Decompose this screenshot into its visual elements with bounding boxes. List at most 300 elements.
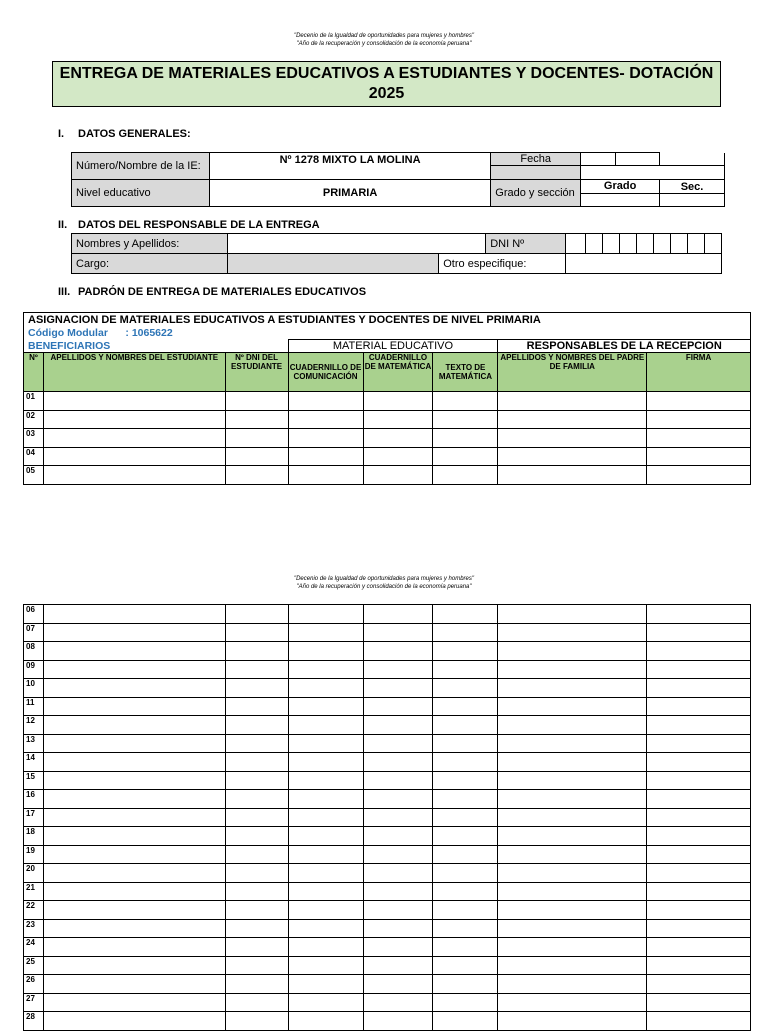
cuadernillo-matematica-cell[interactable] [363,938,433,957]
ie-label: Número/Nombre de la IE: [72,153,210,180]
responsible-table [71,233,722,274]
dni-cell[interactable] [225,864,288,883]
padre-cell[interactable] [498,771,647,790]
firma-cell[interactable] [647,605,751,624]
apellidos-cell[interactable] [43,808,225,827]
row-number: 16 [24,790,44,809]
cuadernillo-matematica-cell[interactable] [363,697,433,716]
row-number: 18 [24,827,44,846]
dni-cell[interactable] [225,447,288,466]
cuadernillo-matematica-cell[interactable] [363,882,433,901]
cuadernillo-matematica-cell[interactable] [363,410,433,429]
table-row [24,410,751,429]
cuadernillo-comunicacion-cell[interactable] [288,827,363,846]
table-row [24,753,751,772]
padre-cell[interactable] [498,808,647,827]
apellidos-cell[interactable] [43,1012,225,1031]
dni-label: DNI Nº [486,234,566,254]
apellidos-cell[interactable] [43,956,225,975]
row-spacer [581,166,725,180]
col-header-padre: APELLIDOS Y NOMBRES DEL PADRE DE FAMILIA [498,353,647,392]
cuadernillo-comunicacion-cell[interactable] [288,864,363,883]
texto-matematica-cell[interactable] [433,864,498,883]
cuadernillo-comunicacion-cell[interactable] [288,697,363,716]
firma-cell[interactable] [647,864,751,883]
responsables-label: RESPONSABLES DE LA RECEPCION [498,340,751,353]
cuadernillo-matematica-cell[interactable] [363,429,433,448]
padre-cell[interactable] [498,623,647,642]
otro-value[interactable] [566,254,722,274]
dni-cell[interactable] [225,716,288,735]
section-2-number: II. [58,219,68,231]
cuadernillo-matematica-cell[interactable] [363,901,433,920]
row-number: 28 [24,1012,44,1031]
nombres-value[interactable] [227,234,485,254]
cuadernillo-comunicacion-cell[interactable] [288,716,363,735]
padre-cell[interactable] [498,993,647,1012]
texto-matematica-cell[interactable] [433,993,498,1012]
dni-cell[interactable] [225,771,288,790]
texto-matematica-cell[interactable] [433,410,498,429]
cuadernillo-comunicacion-cell[interactable] [288,605,363,624]
cuadernillo-comunicacion-cell[interactable] [288,753,363,772]
dni-cell[interactable] [225,697,288,716]
texto-matematica-cell[interactable] [433,642,498,661]
apellidos-cell[interactable] [43,771,225,790]
firma-cell[interactable] [647,410,751,429]
col-header-texto-matematica: TEXTO DE MATEMÁTICA [433,353,498,392]
padre-cell[interactable] [498,882,647,901]
firma-cell[interactable] [647,716,751,735]
cuadernillo-comunicacion-cell[interactable] [288,466,363,485]
texto-matematica-cell[interactable] [433,1012,498,1031]
padre-cell[interactable] [498,753,647,772]
dni-cell[interactable] [225,623,288,642]
table-row [24,845,751,864]
padre-cell[interactable] [498,429,647,448]
fecha-label: Fecha [491,153,581,166]
apellidos-cell[interactable] [43,447,225,466]
row-number: 12 [24,716,44,735]
apellidos-cell[interactable] [43,845,225,864]
dni-digit[interactable] [704,234,721,254]
row-number: 04 [24,447,44,466]
col-header-apellidos: APELLIDOS Y NOMBRES DEL ESTUDIANTE [43,353,225,392]
dni-cell[interactable] [225,919,288,938]
apellidos-cell[interactable] [43,827,225,846]
cuadernillo-matematica-cell[interactable] [363,827,433,846]
padre-cell[interactable] [498,660,647,679]
cuadernillo-matematica-cell[interactable] [363,808,433,827]
apellidos-cell[interactable] [43,429,225,448]
padre-cell[interactable] [498,697,647,716]
sec-value-cell[interactable] [660,194,725,207]
dni-cell[interactable] [225,975,288,994]
material-educativo-label: MATERIAL EDUCATIVO [288,340,498,353]
texto-matematica-cell[interactable] [433,753,498,772]
dni-cell[interactable] [225,956,288,975]
table-row [24,716,751,735]
table-row [24,734,751,753]
padre-cell[interactable] [498,410,647,429]
apellidos-cell[interactable] [43,882,225,901]
cuadernillo-matematica-cell[interactable] [363,993,433,1012]
cuadernillo-matematica-cell[interactable] [363,642,433,661]
dni-cell[interactable] [225,1012,288,1031]
section-3-number: III. [58,286,71,298]
table-row [24,901,751,920]
general-data-table [71,152,725,207]
table-row [24,605,751,624]
dni-cell[interactable] [225,660,288,679]
dni-cell[interactable] [225,901,288,920]
firma-cell[interactable] [647,808,751,827]
dni-digit[interactable] [620,234,637,254]
cuadernillo-matematica-cell[interactable] [363,716,433,735]
motto-2: "Año de la recuperación y consolidación de la economía peruana" [296,41,472,47]
cuadernillo-comunicacion-cell[interactable] [288,1012,363,1031]
dni-cell[interactable] [225,938,288,957]
apellidos-cell[interactable] [43,660,225,679]
texto-matematica-cell[interactable] [433,734,498,753]
cuadernillo-comunicacion-cell[interactable] [288,975,363,994]
dni-cell[interactable] [225,993,288,1012]
table-row [24,956,751,975]
firma-cell[interactable] [647,790,751,809]
row-number: 27 [24,993,44,1012]
table-row [24,993,751,1012]
firma-cell[interactable] [647,938,751,957]
cuadernillo-comunicacion-cell[interactable] [288,901,363,920]
table-row [24,919,751,938]
texto-matematica-cell[interactable] [433,447,498,466]
apellidos-cell[interactable] [43,864,225,883]
firma-cell[interactable] [647,753,751,772]
dni-cell[interactable] [225,753,288,772]
firma-cell[interactable] [647,642,751,661]
dni-cell[interactable] [225,429,288,448]
apellidos-cell[interactable] [43,642,225,661]
firma-cell[interactable] [647,901,751,920]
cuadernillo-matematica-cell[interactable] [363,447,433,466]
padre-cell[interactable] [498,605,647,624]
table-row [24,771,751,790]
cuadernillo-comunicacion-cell[interactable] [288,808,363,827]
cuadernillo-comunicacion-cell[interactable] [288,956,363,975]
table-row [24,660,751,679]
cuadernillo-comunicacion-cell[interactable] [288,919,363,938]
padre-cell[interactable] [498,901,647,920]
cuadernillo-matematica-cell[interactable] [363,771,433,790]
cargo-value[interactable] [227,254,439,274]
firma-cell[interactable] [647,882,751,901]
dni-cell[interactable] [225,827,288,846]
texto-matematica-cell[interactable] [433,827,498,846]
firma-cell[interactable] [647,956,751,975]
row-number: 22 [24,901,44,920]
row-number: 02 [24,410,44,429]
row-number: 05 [24,466,44,485]
section-1-title: DATOS GENERALES: [78,128,191,140]
cuadernillo-matematica-cell[interactable] [363,605,433,624]
fecha-day-cell[interactable] [581,153,616,166]
cuadernillo-comunicacion-cell[interactable] [288,447,363,466]
texto-matematica-cell[interactable] [433,956,498,975]
apellidos-cell[interactable] [43,790,225,809]
firma-cell[interactable] [647,679,751,698]
grado-value-cell[interactable] [581,194,660,207]
dni-cell[interactable] [225,392,288,411]
nivel-value[interactable]: PRIMARIA [209,180,490,207]
fecha-year-cell[interactable] [660,153,725,166]
padre-cell[interactable] [498,447,647,466]
row-number: 11 [24,697,44,716]
dni-cell[interactable] [225,642,288,661]
padre-cell[interactable] [498,975,647,994]
apellidos-cell[interactable] [43,605,225,624]
cuadernillo-comunicacion-cell[interactable] [288,679,363,698]
apellidos-cell[interactable] [43,697,225,716]
firma-cell[interactable] [647,447,751,466]
padre-cell[interactable] [498,392,647,411]
cuadernillo-comunicacion-cell[interactable] [288,642,363,661]
cuadernillo-comunicacion-cell[interactable] [288,993,363,1012]
cuadernillo-matematica-cell[interactable] [363,1012,433,1031]
col-header-dni: Nº DNI DEL ESTUDIANTE [225,353,288,392]
dni-cell[interactable] [225,410,288,429]
row-number: 25 [24,956,44,975]
table-row [24,1012,751,1031]
table-row [24,827,751,846]
row-number: 23 [24,919,44,938]
table-row [24,975,751,994]
row-number: 21 [24,882,44,901]
section-1-number: I. [58,128,65,140]
firma-cell[interactable] [647,623,751,642]
section-2-title: DATOS DEL RESPONSABLE DE LA ENTREGA [78,219,320,231]
row-number: 20 [24,864,44,883]
table-row [24,808,751,827]
row-number: 03 [24,429,44,448]
cuadernillo-matematica-cell[interactable] [363,679,433,698]
motto-1-page-2: "Decenio de la Igualdad de oportunidades para mujeres y hombres" [293,576,475,582]
row-number: 13 [24,734,44,753]
table-row [24,392,751,411]
padron-table-page-2 [23,604,751,1031]
col-header-cuadernillo-matematica: CUADERNILLO DE MATEMÁTICA [363,353,433,392]
padre-cell[interactable] [498,938,647,957]
padre-cell[interactable] [498,790,647,809]
texto-matematica-cell[interactable] [433,771,498,790]
cuadernillo-matematica-cell[interactable] [363,845,433,864]
cuadernillo-comunicacion-cell[interactable] [288,790,363,809]
dni-cell[interactable] [225,466,288,485]
firma-cell[interactable] [647,466,751,485]
texto-matematica-cell[interactable] [433,623,498,642]
nivel-label: Nivel educativo [72,180,210,207]
cuadernillo-comunicacion-cell[interactable] [288,392,363,411]
firma-cell[interactable] [647,734,751,753]
firma-cell[interactable] [647,993,751,1012]
apellidos-cell[interactable] [43,975,225,994]
cuadernillo-comunicacion-cell[interactable] [288,429,363,448]
firma-cell[interactable] [647,827,751,846]
firma-cell[interactable] [647,975,751,994]
firma-cell[interactable] [647,429,751,448]
cuadernillo-matematica-cell[interactable] [363,956,433,975]
dni-cell[interactable] [225,605,288,624]
texto-matematica-cell[interactable] [433,882,498,901]
grado-label: Grado [581,180,660,194]
apellidos-cell[interactable] [43,919,225,938]
cuadernillo-comunicacion-cell[interactable] [288,734,363,753]
cuadernillo-matematica-cell[interactable] [363,734,433,753]
cuadernillo-comunicacion-cell[interactable] [288,623,363,642]
texto-matematica-cell[interactable] [433,938,498,957]
texto-matematica-cell[interactable] [433,660,498,679]
motto-2-page-2: "Año de la recuperación y consolidación de la economía peruana" [296,584,472,590]
dni-digit[interactable] [603,234,620,254]
cuadernillo-matematica-cell[interactable] [363,466,433,485]
dni-cell[interactable] [225,845,288,864]
texto-matematica-cell[interactable] [433,605,498,624]
cuadernillo-matematica-cell[interactable] [363,660,433,679]
padre-cell[interactable] [498,827,647,846]
grado-seccion-label: Grado y sección [491,180,581,207]
cuadernillo-matematica-cell[interactable] [363,790,433,809]
texto-matematica-cell[interactable] [433,466,498,485]
col-header-firma: FIRMA [647,353,751,392]
dni-cell[interactable] [225,808,288,827]
padre-cell[interactable] [498,734,647,753]
fecha-spacer [491,166,581,180]
table-row [24,864,751,883]
apellidos-cell[interactable] [43,466,225,485]
firma-cell[interactable] [647,771,751,790]
firma-cell[interactable] [647,392,751,411]
dni-digit[interactable] [566,234,586,254]
cuadernillo-matematica-cell[interactable] [363,392,433,411]
firma-cell[interactable] [647,697,751,716]
firma-cell[interactable] [647,919,751,938]
apellidos-cell[interactable] [43,734,225,753]
dni-digit[interactable] [637,234,654,254]
cuadernillo-matematica-cell[interactable] [363,623,433,642]
cuadernillo-matematica-cell[interactable] [363,919,433,938]
padre-cell[interactable] [498,642,647,661]
texto-matematica-cell[interactable] [433,679,498,698]
cuadernillo-matematica-cell[interactable] [363,753,433,772]
cuadernillo-comunicacion-cell[interactable] [288,410,363,429]
padre-cell[interactable] [498,919,647,938]
firma-cell[interactable] [647,845,751,864]
section-3-title: PADRÓN DE ENTREGA DE MATERIALES EDUCATIVOS [78,286,367,298]
beneficiarios-label: BENEFICIARIOS [24,340,289,353]
row-number: 06 [24,605,44,624]
padre-cell[interactable] [498,956,647,975]
cuadernillo-matematica-cell[interactable] [363,975,433,994]
texto-matematica-cell[interactable] [433,429,498,448]
row-number: 19 [24,845,44,864]
motto-1: "Decenio de la Igualdad de oportunidades para mujeres y hombres" [293,33,475,39]
cuadernillo-comunicacion-cell[interactable] [288,938,363,957]
texto-matematica-cell[interactable] [433,901,498,920]
padre-cell[interactable] [498,716,647,735]
padron-table-title: ASIGNACION DE MATERIALES EDUCATIVOS A ESTUDIANTES Y DOCENTES DE NIVEL PRIMARIA [24,313,751,327]
table-row [24,623,751,642]
apellidos-cell[interactable] [43,901,225,920]
codigo-modular: Código Modular : 1065622 [24,327,751,340]
padre-cell[interactable] [498,1012,647,1031]
texto-matematica-cell[interactable] [433,697,498,716]
cuadernillo-comunicacion-cell[interactable] [288,660,363,679]
padre-cell[interactable] [498,845,647,864]
table-row [24,679,751,698]
apellidos-cell[interactable] [43,716,225,735]
row-number: 07 [24,623,44,642]
row-number: 08 [24,642,44,661]
dni-digit[interactable] [687,234,704,254]
row-number: 09 [24,660,44,679]
texto-matematica-cell[interactable] [433,919,498,938]
cuadernillo-comunicacion-cell[interactable] [288,845,363,864]
apellidos-cell[interactable] [43,392,225,411]
section-1-heading [58,128,191,140]
padre-cell[interactable] [498,466,647,485]
table-row [24,882,751,901]
texto-matematica-cell[interactable] [433,845,498,864]
texto-matematica-cell[interactable] [433,808,498,827]
dni-digit[interactable] [670,234,687,254]
dni-cell[interactable] [225,734,288,753]
col-header-n: Nº [24,353,44,392]
dni-cell[interactable] [225,790,288,809]
apellidos-cell[interactable] [43,753,225,772]
padre-cell[interactable] [498,679,647,698]
dni-cell[interactable] [225,882,288,901]
cargo-label: Cargo: [72,254,228,274]
firma-cell[interactable] [647,660,751,679]
texto-matematica-cell[interactable] [433,975,498,994]
table-row [24,642,751,661]
row-number: 14 [24,753,44,772]
table-row [24,697,751,716]
row-number: 17 [24,808,44,827]
apellidos-cell[interactable] [43,993,225,1012]
cuadernillo-comunicacion-cell[interactable] [288,882,363,901]
texto-matematica-cell[interactable] [433,716,498,735]
apellidos-cell[interactable] [43,623,225,642]
padron-table-page-1 [23,312,751,485]
apellidos-cell[interactable] [43,938,225,957]
dni-digit[interactable] [586,234,603,254]
section-2-heading [58,219,320,231]
apellidos-cell[interactable] [43,410,225,429]
col-header-cuadernillo-comunicacion: CUADERNILLO DE COMUNICACIÓN [288,353,363,392]
cuadernillo-matematica-cell[interactable] [363,864,433,883]
texto-matematica-cell[interactable] [433,790,498,809]
padre-cell[interactable] [498,864,647,883]
apellidos-cell[interactable] [43,679,225,698]
row-number: 01 [24,392,44,411]
dni-digit[interactable] [654,234,671,254]
ie-value[interactable]: Nº 1278 MIXTO LA MOLINA [209,153,490,180]
texto-matematica-cell[interactable] [433,392,498,411]
firma-cell[interactable] [647,1012,751,1031]
dni-cell[interactable] [225,679,288,698]
fecha-month-cell[interactable] [616,153,660,166]
cuadernillo-comunicacion-cell[interactable] [288,771,363,790]
